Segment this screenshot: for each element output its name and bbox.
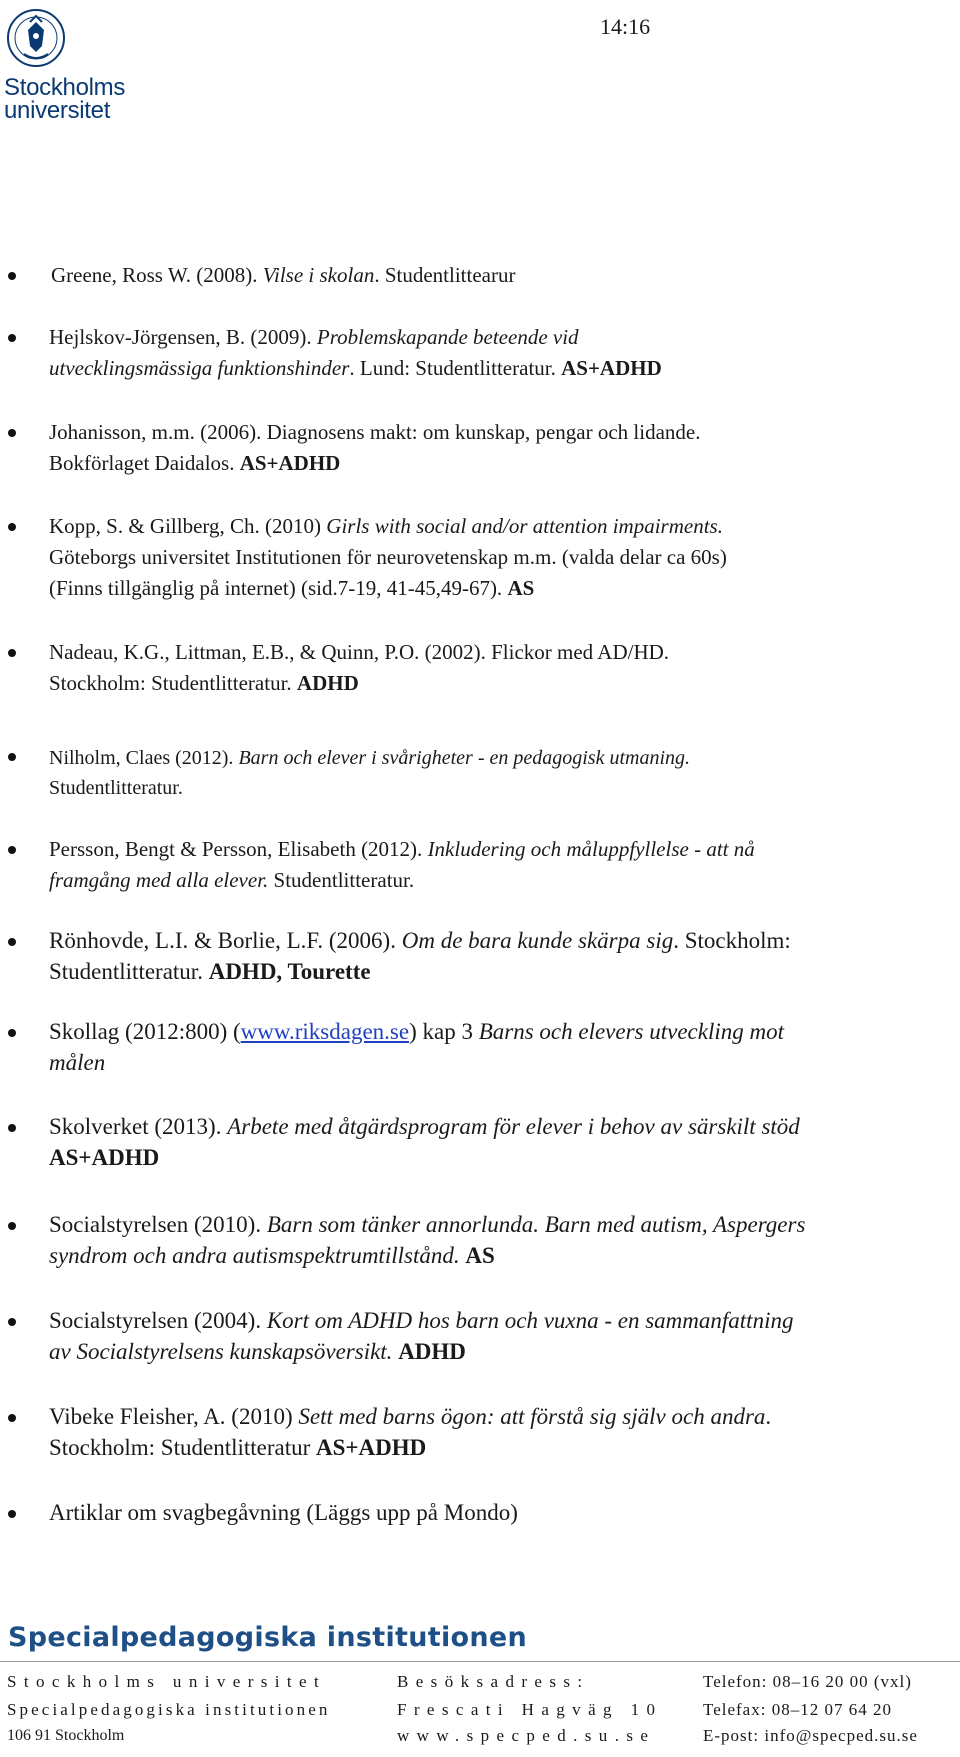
riksdagen-link[interactable]: www.riksdagen.se	[240, 1019, 410, 1044]
ref-text: . Stockholm:	[673, 928, 791, 953]
ref-tag: AS	[507, 576, 535, 600]
footer-postal-address: 106 91 Stockholm	[7, 1727, 125, 1744]
ref-tag: ADHD	[296, 671, 359, 695]
ref-tag: ADHD, Tourette	[208, 959, 371, 984]
footer-university: Stockholms universitet	[7, 1672, 327, 1691]
university-seal-icon	[6, 8, 66, 70]
ref-tag: AS	[465, 1243, 495, 1268]
bullet-icon	[8, 1029, 16, 1037]
ref-tag: ADHD	[398, 1339, 466, 1364]
ref-text: Skolverket (2013).	[49, 1114, 228, 1139]
ref-text: Artiklar om svagbegåvning (Läggs upp på Mondo)	[49, 1500, 518, 1525]
bullet-icon	[8, 429, 16, 437]
ref-title: Arbete med åtgärdsprogram för elever i behov av särskilt stöd	[227, 1114, 800, 1139]
ref-text: Nilholm, Claes (2012).	[49, 747, 239, 769]
ref-text: Studentlitteratur.	[49, 777, 183, 799]
ref-text: Hejlskov-Jörgensen, B. (2009).	[49, 325, 317, 349]
ref-title: syndrom och andra autismspektrumtillstånd.	[49, 1243, 460, 1268]
ref-text: (Finns tillgänglig på internet) (sid.7-19, 41-45,49-67).	[49, 576, 508, 600]
ref-text: Johanisson, m.m. (2006). Diagnosens makt: om kunskap, pengar och lidande.	[49, 420, 701, 444]
bullet-icon	[8, 1124, 16, 1132]
ref-text: ) kap 3	[409, 1019, 479, 1044]
ref-title: framgång med alla elever.	[49, 868, 269, 892]
department-logo: Specialpedagogiska institutionen	[8, 1622, 528, 1653]
ref-title: Barn som tänker annorlunda. Barn med autism, Aspergers	[266, 1212, 806, 1237]
bullet-icon	[8, 523, 16, 531]
ref-title: Kort om ADHD hos barn och vuxna - en sammanfattning	[266, 1308, 794, 1333]
bullet-icon	[8, 753, 16, 761]
bullet-icon	[8, 649, 16, 657]
footer-visit-address: Frescati Hagväg 10	[397, 1700, 663, 1719]
ref-title: målen	[49, 1050, 106, 1075]
ref-text: Greene, Ross W. (2008).	[51, 263, 263, 287]
ref-title: av Socialstyrelsens kunskapsöversikt.	[49, 1339, 393, 1364]
footer-email-link[interactable]: E-post: info@specped.su.se	[703, 1726, 918, 1745]
ref-title: Om de bara kunde skärpa sig	[401, 928, 674, 953]
logo-text-line1: Stockholms	[4, 74, 126, 101]
ref-title: Vilse i skolan	[262, 263, 375, 287]
bullet-icon	[8, 846, 16, 854]
ref-text: . Lund: Studentlitteratur.	[349, 356, 562, 380]
bullet-icon	[8, 1414, 16, 1422]
ref-title: Barn och elever i svårigheter - en pedagogisk utmaning.	[238, 747, 690, 769]
ref-text: Rönhovde, L.I. & Borlie, L.F. (2006).	[49, 928, 402, 953]
bullet-icon	[8, 1510, 16, 1518]
ref-title: utvecklingsmässiga funktionshinder	[49, 356, 350, 380]
ref-text: Persson, Bengt & Persson, Elisabeth (2012).	[49, 837, 428, 861]
ref-tag: AS+ADHD	[316, 1435, 427, 1460]
ref-text: Göteborgs universitet Institutionen för neurovetenskap m.m. (valda delar ca 60s)	[49, 545, 727, 569]
ref-text: Kopp, S. & Gillberg, Ch. (2010)	[49, 514, 327, 538]
ref-text: Stockholm: Studentlitteratur	[49, 1435, 317, 1460]
ref-title: Barns och elevers utveckling mot	[478, 1019, 784, 1044]
ref-text: Studentlitteratur.	[49, 959, 209, 984]
ref-text: . Studentlittearur	[374, 263, 516, 287]
bullet-icon	[8, 1222, 16, 1230]
footer-fax: Telefax: 08–12 07 64 20	[703, 1700, 892, 1719]
ref-text: Skollag (2012:800) (	[49, 1019, 241, 1044]
time-stamp: 14:16	[600, 14, 651, 39]
ref-tag: AS+ADHD	[239, 451, 341, 475]
ref-title: Problemskapande beteende vid	[316, 325, 579, 349]
bullet-icon	[8, 272, 16, 280]
ref-tag: AS+ADHD	[49, 1145, 160, 1170]
bullet-icon	[8, 334, 16, 342]
ref-text: .	[765, 1404, 772, 1429]
footer-website-link[interactable]: www.specped.su.se	[397, 1726, 656, 1745]
bullet-icon	[8, 1318, 16, 1326]
ref-text: Studentlitteratur.	[268, 868, 415, 892]
ref-text: Socialstyrelsen (2004).	[49, 1308, 267, 1333]
footer-visit-label: Besöksadress:	[397, 1672, 590, 1691]
ref-text: Nadeau, K.G., Littman, E.B., & Quinn, P.O. (2002). Flickor med AD/HD.	[49, 640, 670, 664]
logo-text-line2: universitet	[4, 97, 111, 124]
ref-text: Socialstyrelsen (2010).	[49, 1212, 267, 1237]
ref-text: Vibeke Fleisher, A. (2010)	[49, 1404, 299, 1429]
ref-text: Stockholm: Studentlitteratur.	[49, 671, 297, 695]
ref-tag: AS+ADHD	[561, 356, 662, 380]
footer-phone: Telefon: 08–16 20 00 (vxl)	[703, 1672, 912, 1691]
ref-title: Girls with social and/or attention impairments.	[326, 514, 723, 538]
ref-title: Inkludering och måluppfyllelse - att nå	[427, 837, 755, 861]
ref-text: Bokförlaget Daidalos.	[49, 451, 240, 475]
ref-title: Sett med barns ögon: att förstå sig själv och andra	[298, 1404, 766, 1429]
bullet-icon	[8, 938, 16, 946]
footer-divider	[0, 1661, 960, 1662]
footer-department: Specialpedagogiska institutionen	[7, 1700, 331, 1719]
